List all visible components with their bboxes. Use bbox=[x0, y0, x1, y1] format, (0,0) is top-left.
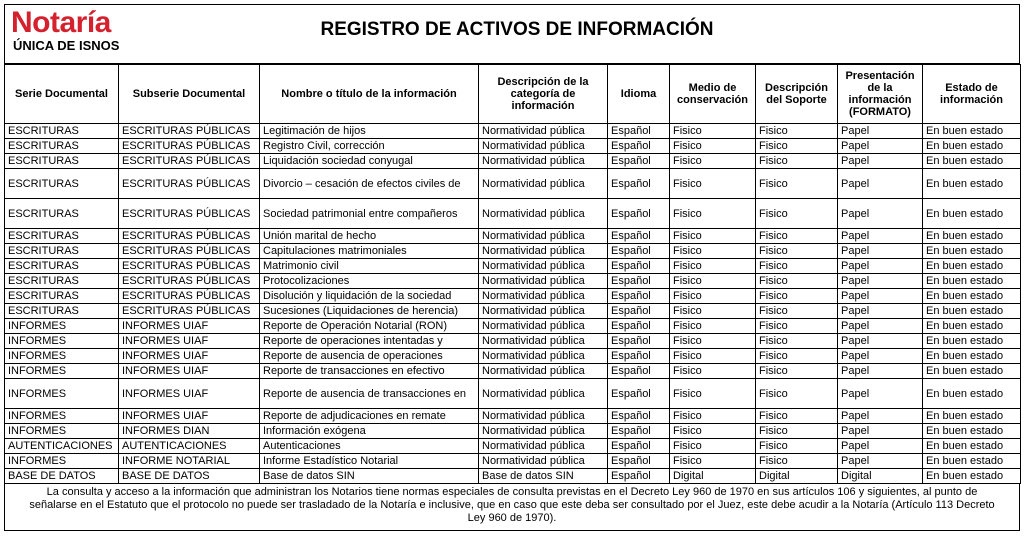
subserie-cell: ESCRITURAS PÚBLICAS bbox=[119, 304, 260, 319]
table-row bbox=[5, 274, 1021, 289]
table-row bbox=[5, 364, 1021, 379]
serie-cell: ESCRITURAS bbox=[5, 154, 119, 169]
subserie-cell: INFORMES UIAF bbox=[119, 379, 260, 409]
descripcion-cell: Normatividad pública bbox=[479, 454, 608, 469]
subserie-cell: INFORME NOTARIAL bbox=[119, 454, 260, 469]
table-row bbox=[5, 469, 1021, 484]
soporte-cell: Fisico bbox=[756, 229, 838, 244]
nombre-cell: Registro Civil, corrección bbox=[260, 139, 479, 154]
table-row bbox=[5, 349, 1021, 364]
soporte-cell: Fisico bbox=[756, 304, 838, 319]
descripcion-cell: Normatividad pública bbox=[479, 169, 608, 199]
nombre-cell: Autenticaciones bbox=[260, 439, 479, 454]
idioma-cell: Español bbox=[608, 439, 670, 454]
idioma-cell: Español bbox=[608, 229, 670, 244]
subserie-cell: AUTENTICACIONES bbox=[119, 439, 260, 454]
medio-cell: Fisico bbox=[670, 154, 756, 169]
formato-cell: Papel bbox=[838, 274, 923, 289]
descripcion-cell: Normatividad pública bbox=[479, 274, 608, 289]
table-row bbox=[5, 124, 1021, 139]
soporte-cell: Fisico bbox=[756, 289, 838, 304]
serie-cell: INFORMES bbox=[5, 454, 119, 469]
soporte-cell: Fisico bbox=[756, 169, 838, 199]
idioma-cell: Español bbox=[608, 304, 670, 319]
estado-cell: En buen estado bbox=[923, 274, 1021, 289]
logo-name: Notaría bbox=[11, 6, 111, 39]
medio-cell: Fisico bbox=[670, 349, 756, 364]
subserie-cell: INFORMES DIAN bbox=[119, 424, 260, 439]
subserie-cell: INFORMES UIAF bbox=[119, 319, 260, 334]
table-row bbox=[5, 169, 1021, 199]
serie-cell: ESCRITURAS bbox=[5, 304, 119, 319]
idioma-cell: Español bbox=[608, 169, 670, 199]
soporte-cell: Fisico bbox=[756, 274, 838, 289]
soporte-cell: Fisico bbox=[756, 139, 838, 154]
nombre-cell: Capitulaciones matrimoniales bbox=[260, 244, 479, 259]
table-row bbox=[5, 379, 1021, 409]
subserie-cell: BASE DE DATOS bbox=[119, 469, 260, 484]
header-serie: Serie Documental bbox=[5, 65, 119, 124]
medio-cell: Fisico bbox=[670, 259, 756, 274]
header-soporte: Descripción del Soporte bbox=[756, 65, 838, 124]
formato-cell: Papel bbox=[838, 229, 923, 244]
formato-cell: Papel bbox=[838, 169, 923, 199]
idioma-cell: Español bbox=[608, 139, 670, 154]
subserie-cell: ESCRITURAS PÚBLICAS bbox=[119, 289, 260, 304]
medio-cell: Fisico bbox=[670, 454, 756, 469]
table-row bbox=[5, 289, 1021, 304]
formato-cell: Papel bbox=[838, 334, 923, 349]
estado-cell: En buen estado bbox=[923, 424, 1021, 439]
idioma-cell: Español bbox=[608, 259, 670, 274]
soporte-cell: Fisico bbox=[756, 409, 838, 424]
soporte-cell: Digital bbox=[756, 469, 838, 484]
idioma-cell: Español bbox=[608, 364, 670, 379]
nombre-cell: Reporte de ausencia de operaciones bbox=[260, 349, 479, 364]
table-header-row bbox=[5, 65, 1021, 124]
table-row bbox=[5, 259, 1021, 274]
header-medio: Medio de conservación bbox=[670, 65, 756, 124]
idioma-cell: Español bbox=[608, 124, 670, 139]
estado-cell: En buen estado bbox=[923, 139, 1021, 154]
medio-cell: Fisico bbox=[670, 364, 756, 379]
formato-cell: Papel bbox=[838, 259, 923, 274]
idioma-cell: Español bbox=[608, 454, 670, 469]
table-body bbox=[5, 124, 1021, 484]
serie-cell: AUTENTICACIONES bbox=[5, 439, 119, 454]
subserie-cell: ESCRITURAS PÚBLICAS bbox=[119, 274, 260, 289]
descripcion-cell: Normatividad pública bbox=[479, 439, 608, 454]
soporte-cell: Fisico bbox=[756, 124, 838, 139]
idioma-cell: Español bbox=[608, 349, 670, 364]
serie-cell: INFORMES bbox=[5, 319, 119, 334]
subserie-cell: ESCRITURAS PÚBLICAS bbox=[119, 169, 260, 199]
idioma-cell: Español bbox=[608, 319, 670, 334]
medio-cell: Fisico bbox=[670, 319, 756, 334]
descripcion-cell: Normatividad pública bbox=[479, 229, 608, 244]
estado-cell: En buen estado bbox=[923, 319, 1021, 334]
estado-cell: En buen estado bbox=[923, 409, 1021, 424]
idioma-cell: Español bbox=[608, 244, 670, 259]
descripcion-cell: Normatividad pública bbox=[479, 199, 608, 229]
estado-cell: En buen estado bbox=[923, 349, 1021, 364]
nombre-cell: Divorcio – cesación de efectos civiles de bbox=[260, 169, 479, 199]
idioma-cell: Español bbox=[608, 289, 670, 304]
serie-cell: INFORMES bbox=[5, 334, 119, 349]
serie-cell: ESCRITURAS bbox=[5, 124, 119, 139]
header-nombre: Nombre o título de la información bbox=[260, 65, 479, 124]
descripcion-cell: Normatividad pública bbox=[479, 364, 608, 379]
soporte-cell: Fisico bbox=[756, 244, 838, 259]
formato-cell: Digital bbox=[838, 469, 923, 484]
table-row bbox=[5, 439, 1021, 454]
serie-cell: ESCRITURAS bbox=[5, 274, 119, 289]
soporte-cell: Fisico bbox=[756, 199, 838, 229]
table-row bbox=[5, 334, 1021, 349]
medio-cell: Fisico bbox=[670, 244, 756, 259]
medio-cell: Fisico bbox=[670, 139, 756, 154]
formato-cell: Papel bbox=[838, 349, 923, 364]
nombre-cell: Unión marital de hecho bbox=[260, 229, 479, 244]
soporte-cell: Fisico bbox=[756, 364, 838, 379]
nombre-cell: Sucesiones (Liquidaciones de herencia) bbox=[260, 304, 479, 319]
estado-cell: En buen estado bbox=[923, 259, 1021, 274]
table-row bbox=[5, 424, 1021, 439]
estado-cell: En buen estado bbox=[923, 229, 1021, 244]
estado-cell: En buen estado bbox=[923, 154, 1021, 169]
nombre-cell: Reporte de adjudicaciones en remate bbox=[260, 409, 479, 424]
medio-cell: Fisico bbox=[670, 439, 756, 454]
descripcion-cell: Normatividad pública bbox=[479, 139, 608, 154]
subserie-cell: INFORMES UIAF bbox=[119, 364, 260, 379]
nombre-cell: Reporte de operaciones intentadas y bbox=[260, 334, 479, 349]
medio-cell: Fisico bbox=[670, 199, 756, 229]
estado-cell: En buen estado bbox=[923, 364, 1021, 379]
soporte-cell: Fisico bbox=[756, 334, 838, 349]
medio-cell: Digital bbox=[670, 469, 756, 484]
formato-cell: Papel bbox=[838, 409, 923, 424]
table-row bbox=[5, 229, 1021, 244]
serie-cell: BASE DE DATOS bbox=[5, 469, 119, 484]
subserie-cell: ESCRITURAS PÚBLICAS bbox=[119, 139, 260, 154]
table-row bbox=[5, 199, 1021, 229]
formato-cell: Papel bbox=[838, 154, 923, 169]
formato-cell: Papel bbox=[838, 454, 923, 469]
nombre-cell: Protocolizaciones bbox=[260, 274, 479, 289]
soporte-cell: Fisico bbox=[756, 349, 838, 364]
formato-cell: Papel bbox=[838, 124, 923, 139]
descripcion-cell: Normatividad pública bbox=[479, 334, 608, 349]
serie-cell: ESCRITURAS bbox=[5, 229, 119, 244]
estado-cell: En buen estado bbox=[923, 334, 1021, 349]
idioma-cell: Español bbox=[608, 379, 670, 409]
serie-cell: ESCRITURAS bbox=[5, 199, 119, 229]
medio-cell: Fisico bbox=[670, 424, 756, 439]
descripcion-cell: Normatividad pública bbox=[479, 154, 608, 169]
estado-cell: En buen estado bbox=[923, 454, 1021, 469]
idioma-cell: Español bbox=[608, 154, 670, 169]
nombre-cell: Liquidación sociedad conyugal bbox=[260, 154, 479, 169]
idioma-cell: Español bbox=[608, 409, 670, 424]
logo-subtitle: ÚNICA DE ISNOS bbox=[13, 38, 120, 53]
medio-cell: Fisico bbox=[670, 229, 756, 244]
serie-cell: ESCRITURAS bbox=[5, 139, 119, 154]
descripcion-cell: Normatividad pública bbox=[479, 424, 608, 439]
idioma-cell: Español bbox=[608, 334, 670, 349]
soporte-cell: Fisico bbox=[756, 439, 838, 454]
estado-cell: En buen estado bbox=[923, 469, 1021, 484]
descripcion-cell: Normatividad pública bbox=[479, 304, 608, 319]
nombre-cell: Disolución y liquidación de la sociedad bbox=[260, 289, 479, 304]
nombre-cell: Reporte de ausencia de transacciones en bbox=[260, 379, 479, 409]
medio-cell: Fisico bbox=[670, 409, 756, 424]
medio-cell: Fisico bbox=[670, 289, 756, 304]
medio-cell: Fisico bbox=[670, 334, 756, 349]
subserie-cell: INFORMES UIAF bbox=[119, 409, 260, 424]
estado-cell: En buen estado bbox=[923, 244, 1021, 259]
formato-cell: Papel bbox=[838, 319, 923, 334]
footer-note: La consulta y acceso a la información que administran los Notarios tiene normas especiales de consulta previstas en el Decreto Ley 960 de 1970 en sus artículos 106 y siguientes, al punto de señalarse en el Estatuto que el protocolo no puede ser trasladado de la Notaría e inclusive, que en caso que este deba ser consultado por el Juez, este debe acudir a la Notaría (Artículo 113 Decreto Ley 960 de 1970). bbox=[4, 484, 1020, 531]
medio-cell: Fisico bbox=[670, 379, 756, 409]
serie-cell: INFORMES bbox=[5, 349, 119, 364]
header-idioma: Idioma bbox=[608, 65, 670, 124]
serie-cell: INFORMES bbox=[5, 409, 119, 424]
descripcion-cell: Normatividad pública bbox=[479, 409, 608, 424]
nombre-cell: Legitimación de hijos bbox=[260, 124, 479, 139]
subserie-cell: INFORMES UIAF bbox=[119, 334, 260, 349]
descripcion-cell: Base de datos SIN bbox=[479, 469, 608, 484]
idioma-cell: Español bbox=[608, 199, 670, 229]
estado-cell: En buen estado bbox=[923, 199, 1021, 229]
serie-cell: ESCRITURAS bbox=[5, 244, 119, 259]
formato-cell: Papel bbox=[838, 244, 923, 259]
subserie-cell: ESCRITURAS PÚBLICAS bbox=[119, 199, 260, 229]
estado-cell: En buen estado bbox=[923, 169, 1021, 199]
estado-cell: En buen estado bbox=[923, 289, 1021, 304]
formato-cell: Papel bbox=[838, 304, 923, 319]
estado-cell: En buen estado bbox=[923, 304, 1021, 319]
idioma-cell: Español bbox=[608, 424, 670, 439]
formato-cell: Papel bbox=[838, 289, 923, 304]
table-row bbox=[5, 244, 1021, 259]
soporte-cell: Fisico bbox=[756, 154, 838, 169]
serie-cell: INFORMES bbox=[5, 424, 119, 439]
idioma-cell: Español bbox=[608, 274, 670, 289]
soporte-cell: Fisico bbox=[756, 379, 838, 409]
serie-cell: INFORMES bbox=[5, 364, 119, 379]
table-row bbox=[5, 139, 1021, 154]
table-row bbox=[5, 409, 1021, 424]
soporte-cell: Fisico bbox=[756, 454, 838, 469]
soporte-cell: Fisico bbox=[756, 259, 838, 274]
subserie-cell: ESCRITURAS PÚBLICAS bbox=[119, 154, 260, 169]
nombre-cell: Reporte de transacciones en efectivo bbox=[260, 364, 479, 379]
document-header bbox=[4, 4, 1020, 64]
descripcion-cell: Normatividad pública bbox=[479, 289, 608, 304]
nombre-cell: Base de datos SIN bbox=[260, 469, 479, 484]
formato-cell: Papel bbox=[838, 439, 923, 454]
nombre-cell: Reporte de Operación Notarial (RON) bbox=[260, 319, 479, 334]
table-row bbox=[5, 319, 1021, 334]
assets-table bbox=[4, 64, 1021, 484]
subserie-cell: ESCRITURAS PÚBLICAS bbox=[119, 244, 260, 259]
serie-cell: INFORMES bbox=[5, 379, 119, 409]
subserie-cell: ESCRITURAS PÚBLICAS bbox=[119, 229, 260, 244]
header-estado: Estado de información bbox=[923, 65, 1021, 124]
soporte-cell: Fisico bbox=[756, 319, 838, 334]
serie-cell: ESCRITURAS bbox=[5, 259, 119, 274]
nombre-cell: Informe Estadístico Notarial bbox=[260, 454, 479, 469]
serie-cell: ESCRITURAS bbox=[5, 169, 119, 199]
descripcion-cell: Normatividad pública bbox=[479, 379, 608, 409]
medio-cell: Fisico bbox=[670, 304, 756, 319]
subserie-cell: ESCRITURAS PÚBLICAS bbox=[119, 124, 260, 139]
estado-cell: En buen estado bbox=[923, 439, 1021, 454]
nombre-cell: Sociedad patrimonial entre compañeros bbox=[260, 199, 479, 229]
formato-cell: Papel bbox=[838, 139, 923, 154]
header-descripcion: Descripción de la categoría de información bbox=[479, 65, 608, 124]
formato-cell: Papel bbox=[838, 199, 923, 229]
subserie-cell: INFORMES UIAF bbox=[119, 349, 260, 364]
idioma-cell: Español bbox=[608, 469, 670, 484]
header-formato: Presentación de la información (FORMATO) bbox=[838, 65, 923, 124]
serie-cell: ESCRITURAS bbox=[5, 289, 119, 304]
document-title: REGISTRO DE ACTIVOS DE INFORMACIÓN bbox=[320, 19, 714, 40]
document-sheet bbox=[4, 4, 1020, 532]
table-row bbox=[5, 154, 1021, 169]
table-row bbox=[5, 454, 1021, 469]
estado-cell: En buen estado bbox=[923, 124, 1021, 139]
medio-cell: Fisico bbox=[670, 124, 756, 139]
descripcion-cell: Normatividad pública bbox=[479, 319, 608, 334]
formato-cell: Papel bbox=[838, 424, 923, 439]
estado-cell: En buen estado bbox=[923, 379, 1021, 409]
medio-cell: Fisico bbox=[670, 169, 756, 199]
formato-cell: Papel bbox=[838, 379, 923, 409]
soporte-cell: Fisico bbox=[756, 424, 838, 439]
descripcion-cell: Normatividad pública bbox=[479, 124, 608, 139]
descripcion-cell: Normatividad pública bbox=[479, 244, 608, 259]
subserie-cell: ESCRITURAS PÚBLICAS bbox=[119, 259, 260, 274]
header-subserie: Subserie Documental bbox=[119, 65, 260, 124]
descripcion-cell: Normatividad pública bbox=[479, 349, 608, 364]
descripcion-cell: Normatividad pública bbox=[479, 259, 608, 274]
nombre-cell: Información exógena bbox=[260, 424, 479, 439]
table-row bbox=[5, 304, 1021, 319]
nombre-cell: Matrimonio civil bbox=[260, 259, 479, 274]
medio-cell: Fisico bbox=[670, 274, 756, 289]
formato-cell: Papel bbox=[838, 364, 923, 379]
